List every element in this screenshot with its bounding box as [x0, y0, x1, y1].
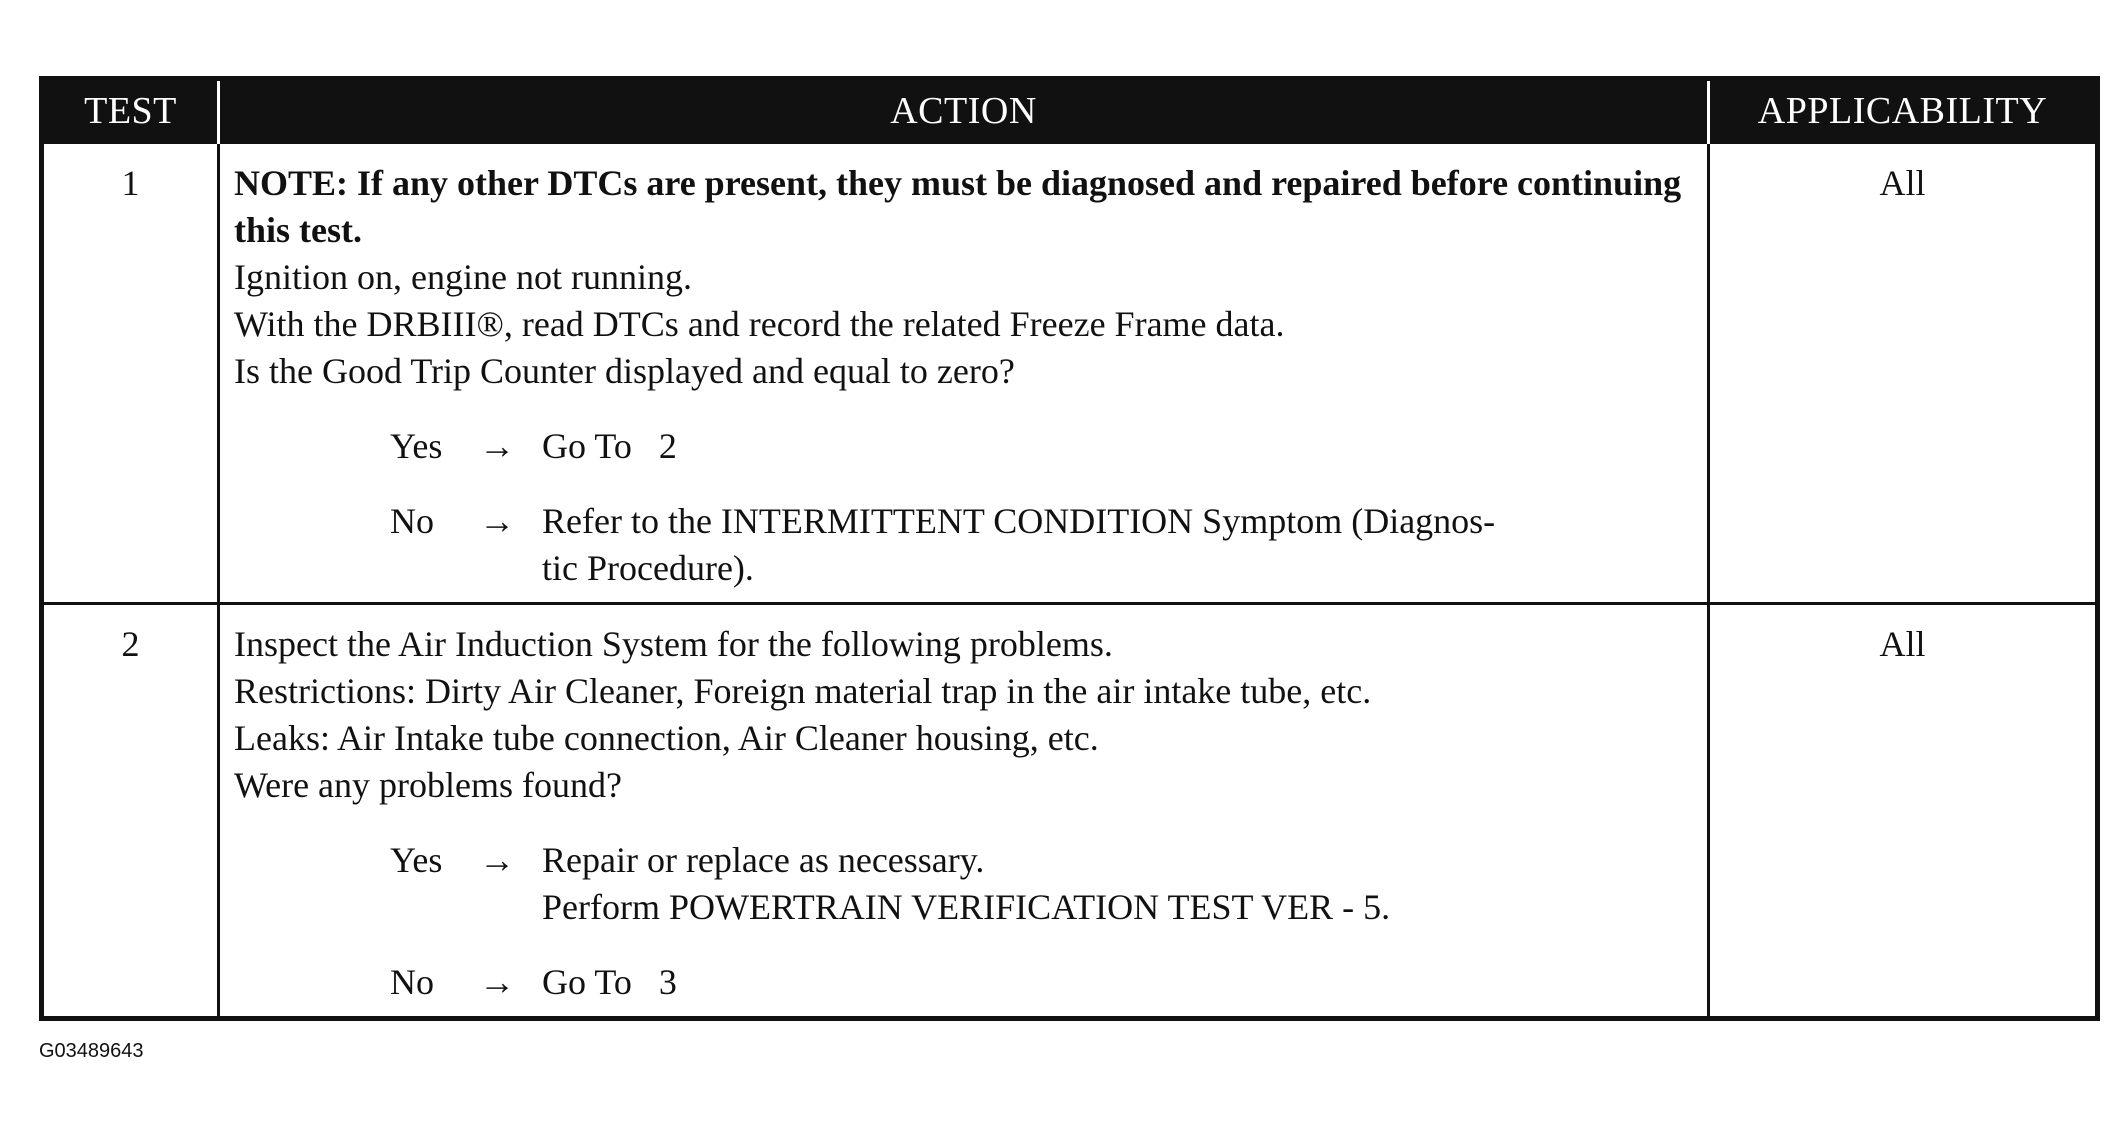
- result-line: Go To 3: [542, 962, 677, 1002]
- header-applicability: APPLICABILITY: [1709, 79, 2098, 143]
- result-line: Refer to the INTERMITTENT CONDITION Symptom (Diagnos-: [542, 501, 1496, 541]
- arrow-icon: →: [479, 426, 515, 466]
- figure-id-caption: G03489643: [39, 1040, 144, 1062]
- action-line: Ignition on, engine not running.: [234, 257, 692, 297]
- action-line: Leaks: Air Intake tube connection, Air Cleaner housing, etc.: [234, 718, 1099, 758]
- test-number: 2: [42, 604, 219, 1019]
- outcome-label: Yes: [390, 426, 443, 466]
- outcome-label: Yes: [390, 840, 443, 880]
- diagnostic-test-table: [39, 76, 2100, 1021]
- applicability-cell: All: [1709, 143, 2098, 604]
- test-number: 1: [42, 143, 219, 604]
- header-test: TEST: [42, 79, 219, 143]
- outcome-label: No: [390, 962, 434, 1002]
- note-text: NOTE: If any other DTCs are present, they must be diagnosed and repaired before continuing this test.: [234, 163, 1682, 250]
- outcome-label: No: [390, 501, 434, 541]
- outcome-yes: [390, 837, 1697, 931]
- outcome-no: [390, 498, 1697, 592]
- result-line: Go To 2: [542, 426, 677, 466]
- table-row: [42, 604, 2098, 1019]
- action-line: Inspect the Air Induction System for the following problems.: [234, 624, 1113, 664]
- table-header-row: [42, 79, 2098, 143]
- applicability-cell: All: [1709, 604, 2098, 1019]
- outcome-result: [542, 423, 1697, 470]
- header-action: ACTION: [219, 79, 1709, 143]
- action-line: Restrictions: Dirty Air Cleaner, Foreign material trap in the air intake tube, etc.: [234, 671, 1372, 711]
- action-line: With the DRBIII®, read DTCs and record the related Freeze Frame data.: [234, 304, 1285, 344]
- action-line: Is the Good Trip Counter displayed and equal to zero?: [234, 351, 1015, 391]
- result-line: tic Procedure).: [542, 548, 754, 588]
- outcome-result: [542, 959, 1697, 1006]
- action-cell: [219, 143, 1709, 604]
- outcome-no: [390, 959, 1697, 1006]
- outcome-result: [542, 498, 1697, 592]
- action-line: Were any problems found?: [234, 765, 622, 805]
- arrow-icon: →: [479, 501, 515, 541]
- outcome-yes: [390, 423, 1697, 470]
- table-row: [42, 143, 2098, 604]
- outcome-result: [542, 837, 1697, 931]
- action-cell: [219, 604, 1709, 1019]
- arrow-icon: →: [479, 962, 515, 1002]
- result-line: Repair or replace as necessary.: [542, 840, 985, 880]
- result-line: Perform POWERTRAIN VERIFICATION TEST VER - 5.: [542, 887, 1391, 927]
- arrow-icon: →: [479, 840, 515, 880]
